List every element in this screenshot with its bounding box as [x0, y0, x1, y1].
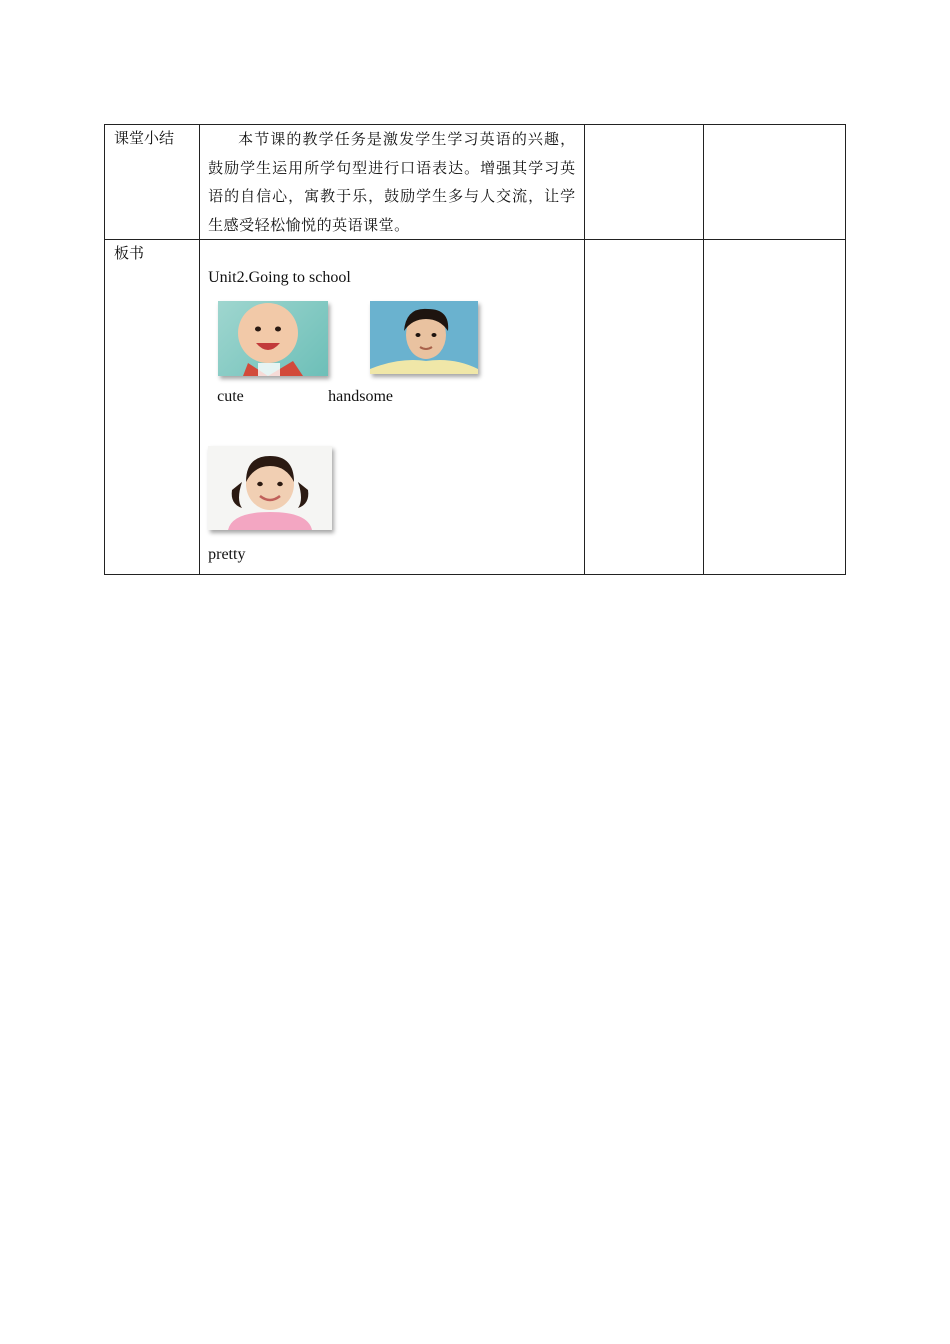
summary-label: 课堂小结	[114, 129, 175, 147]
word-cute: cute	[217, 388, 244, 405]
lesson-plan-table	[104, 124, 846, 575]
word-pretty: pretty	[208, 546, 246, 563]
girl-photo	[208, 446, 332, 530]
board-title: Unit2.Going to school	[208, 269, 351, 286]
baby-photo	[218, 301, 328, 376]
summary-empty-cell-2	[703, 125, 845, 240]
summary-label-cell	[105, 125, 200, 240]
summary-text: 本节课的教学任务是激发学生学习英语的兴趣，鼓励学生运用所学句型进行口语表达。增强其学习英语的自信心，寓教于乐，鼓励学生多与人交流，让学生感受轻松愉悦的英语课堂。	[208, 130, 576, 234]
board-row	[105, 240, 846, 575]
board-empty-cell-2	[703, 240, 845, 575]
board-content	[200, 240, 584, 574]
board-label-cell	[105, 240, 200, 575]
board-content-cell	[200, 240, 585, 575]
summary-row	[105, 125, 846, 240]
word-handsome: handsome	[328, 388, 393, 405]
baby-photo-icon	[218, 301, 328, 376]
board-empty-cell-1	[584, 240, 703, 575]
summary-empty-cell-1	[584, 125, 703, 240]
summary-content-cell	[200, 125, 585, 240]
boy-photo	[370, 301, 478, 374]
girl-photo-icon	[208, 446, 332, 530]
board-label: 板书	[114, 244, 145, 262]
boy-photo-icon	[370, 301, 478, 374]
